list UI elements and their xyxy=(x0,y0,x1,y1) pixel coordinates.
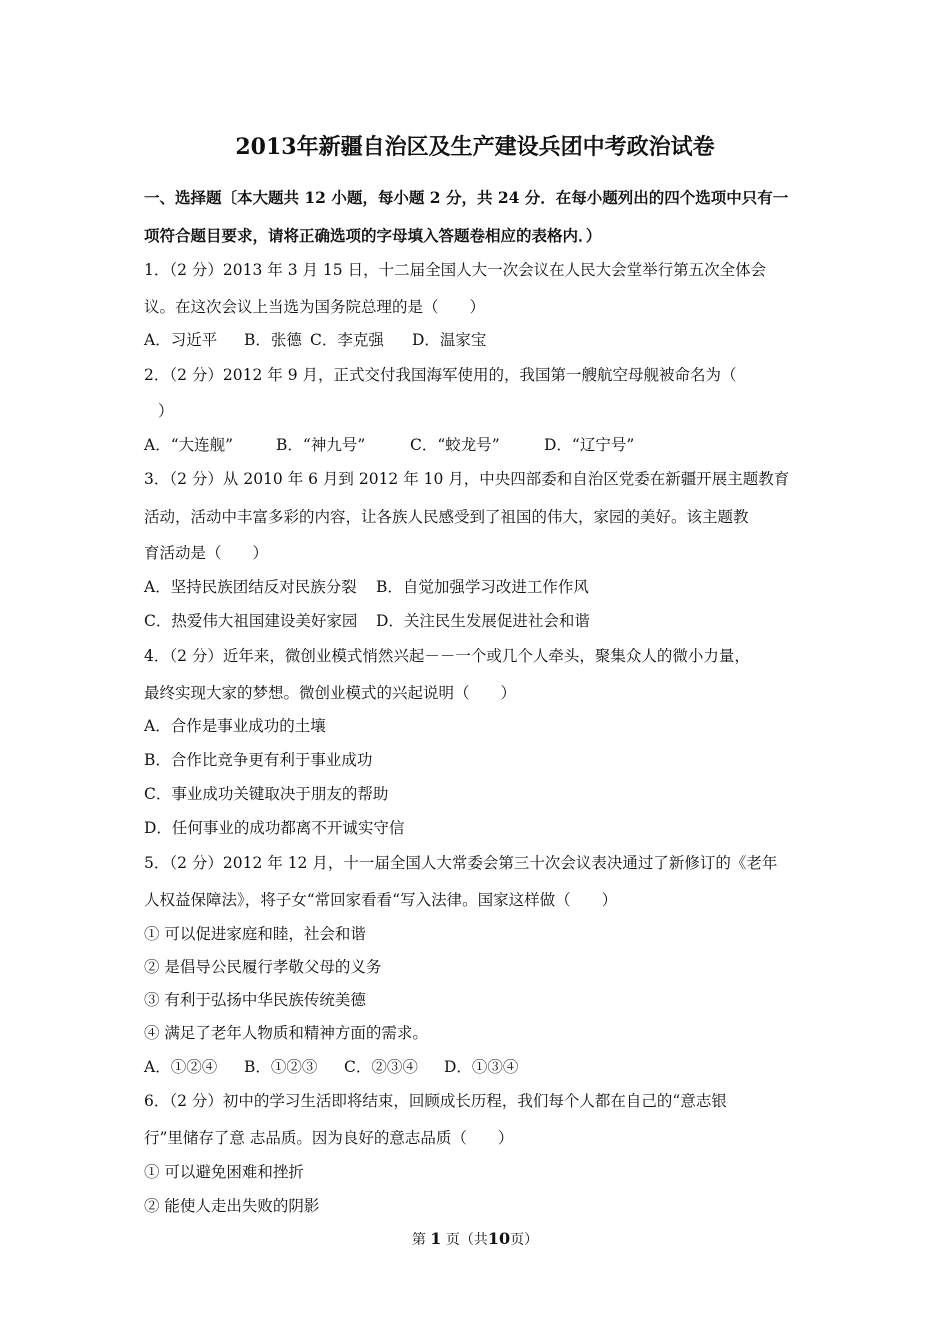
footer-page-number: 1 xyxy=(430,1229,442,1248)
q5-option-d: D．①③④ xyxy=(444,1058,519,1076)
q2-options xyxy=(144,434,824,456)
q3-option-c: C．热爱伟大祖国建设美好家园 xyxy=(144,612,358,630)
q5-statement-3: ③ 有利于弘扬中华民族传统美德 xyxy=(144,991,366,1009)
q4-stem-line1: 4．（2 分）近年来，微创业模式悄然兴起－－一个或几个人牵头，聚集众人的微小力量， xyxy=(144,647,750,665)
q5-statement-1: ① 可以促进家庭和睦，社会和谐 xyxy=(144,925,366,943)
q3-options-cd xyxy=(144,610,824,632)
q2-option-b: B．“神九号” xyxy=(276,436,366,454)
q4-option-d: D．任何事业的成功都离不开诚实守信 xyxy=(144,819,405,837)
q1-stem-line1: 1．（2 分）2013 年 3 月 15 日，十二届全国人大一次会议在人民大会堂举行第五次全体会 xyxy=(144,261,767,279)
q4-option-a: A．合作是事业成功的土壤 xyxy=(144,717,326,735)
q3-option-b: B．自觉加强学习改进工作作风 xyxy=(376,578,589,596)
q1-option-c: C．李克强 xyxy=(310,331,384,349)
q4-stem-line2: 最终实现大家的梦想。微创业模式的兴起说明（ ） xyxy=(144,684,517,702)
q2-option-d: D．“辽宁号” xyxy=(544,436,635,454)
q1-stem-line2: 议。在这次会议上当选为国务院总理的是（ ） xyxy=(144,298,486,316)
q5-stem-line1: 5．（2 分）2012 年 12 月，十一届全国人大常委会第三十次会议表决通过了新修订的《老年 xyxy=(144,854,778,872)
q3-stem-line2: 活动，活动中丰富多彩的内容，让各族人民感受到了祖国的伟大，家园的美好。该主题教 xyxy=(144,508,749,526)
page-footer xyxy=(0,1228,950,1251)
q4-option-c: C．事业成功关键取决于朋友的帮助 xyxy=(144,785,389,803)
q5-option-c: C．②③④ xyxy=(344,1058,418,1076)
q5-option-b: B．①②③ xyxy=(244,1058,318,1076)
q5-stem-line2: 人权益保障法》，将子女“常回家看看“写入法律。国家这样做（ ） xyxy=(144,891,618,909)
q2-option-c: C．“蛟龙号” xyxy=(410,436,500,454)
q5-statement-2: ② 是倡导公民履行孝敬父母的义务 xyxy=(144,958,382,976)
q6-statement-2: ② 能使人走出失败的阴影 xyxy=(144,1197,320,1215)
q5-option-a: A．①②④ xyxy=(144,1058,218,1076)
q6-stem-line2: 行”里储存了意 志品质。因为良好的意志品质（ ） xyxy=(144,1129,514,1147)
q6-statement-1: ① 可以避免困难和挫折 xyxy=(144,1163,304,1181)
q5-statement-4: ④ 满足了老年人物质和精神方面的需求。 xyxy=(144,1024,428,1042)
q5-options xyxy=(144,1056,824,1078)
q1-option-a: A．习近平 xyxy=(144,331,218,349)
q2-stem-line1: 2．（2 分）2012 年 9 月，正式交付我国海军使用的，我国第一艘航空母舰被命名为（ xyxy=(144,366,737,384)
section-heading-line1: 一、选择题〔本大题共 12 小题，每小题 2 分，共 24 分．在每小题列出的四个选项中只有一 xyxy=(144,188,789,207)
footer-middle: 页（共 xyxy=(445,1232,488,1248)
page-title: 2013年新疆自治区及生产建设兵团中考政治试卷 xyxy=(235,134,715,160)
footer-prefix: 第 xyxy=(411,1232,426,1248)
q3-option-a: A．坚持民族团结反对民族分裂 xyxy=(144,578,357,596)
q2-option-a: A．“大连舰” xyxy=(144,436,234,454)
q3-stem-line1: 3．（2 分）从 2010 年 6 月到 2012 年 10 月，中央四部委和自治区党委在新疆开展主题教育 xyxy=(144,470,790,488)
section-heading-line2: 项符合题目要求，请将正确选项的字母填入答题卷相应的表格内．） xyxy=(144,226,602,245)
q1-option-b: B．张德 xyxy=(244,331,302,349)
footer-suffix: 页） xyxy=(510,1232,539,1248)
q4-option-b: B．合作比竞争更有利于事业成功 xyxy=(144,751,373,769)
q2-stem-line2: ） xyxy=(158,402,174,420)
q1-options xyxy=(144,329,824,351)
q1-option-d: D．温家宝 xyxy=(412,331,487,349)
q3-option-d: D．关注民生发展促进社会和谐 xyxy=(376,612,590,630)
q3-options-ab xyxy=(144,576,824,598)
q6-stem-line1: 6．（2 分）初中的学习生活即将结束，回顾成长历程，我们每个人都在自己的“意志银 xyxy=(144,1092,727,1110)
q3-stem-line3: 育活动是（ ） xyxy=(144,544,269,562)
footer-page-total: 10 xyxy=(487,1229,511,1248)
